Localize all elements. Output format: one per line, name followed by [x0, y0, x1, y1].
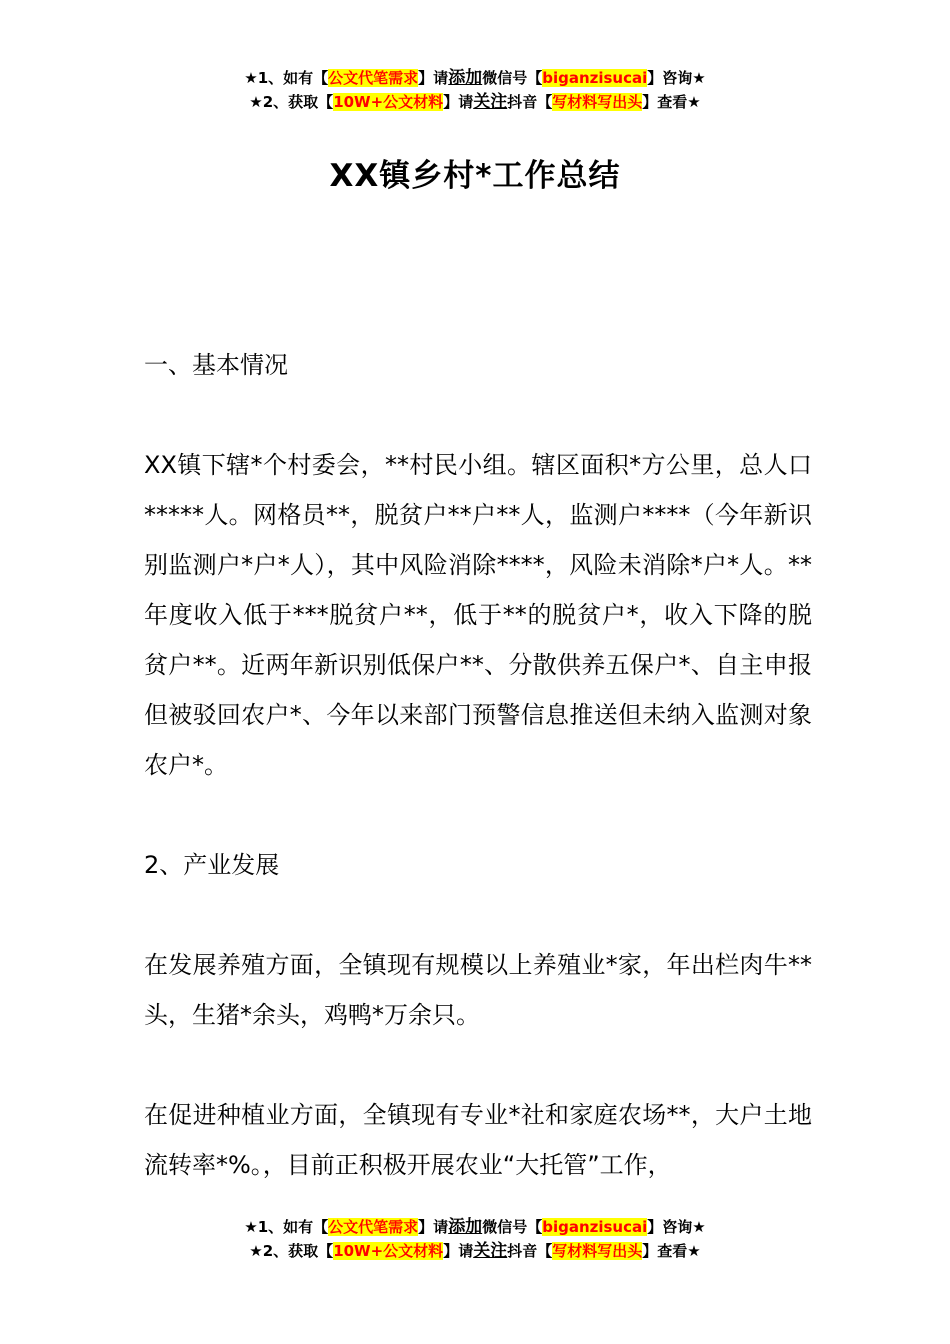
document-body	[144, 340, 812, 1240]
banner-line-2: ★2、获取【10W+公文材料】请关注抖音【写材料写出头】查看★	[249, 92, 701, 112]
banner-line-1: ★1、如有【公文代笔需求】请添加微信号【biganzisucai】咨询★	[244, 1217, 706, 1237]
section-heading: 一、基本情况	[144, 351, 288, 379]
footer-banner	[0, 1215, 950, 1263]
document-title: XX镇乡村*工作总结	[329, 158, 621, 194]
banner-line-2: ★2、获取【10W+公文材料】请关注抖音【写材料写出头】查看★	[249, 1241, 701, 1261]
banner-line-1: ★1、如有【公文代笔需求】请添加微信号【biganzisucai】咨询★	[244, 68, 706, 88]
paragraph: 在发展养殖方面，全镇现有规模以上养殖业*家，年出栏肉牛**头，生猪*余头，鸡鸭*万余只。	[144, 951, 812, 1029]
section-heading: 2、产业发展	[144, 851, 280, 879]
paragraph: 在促进种植业方面，全镇现有专业*社和家庭农场**，大户土地流转率*%。，目前正积极开展农业“大托管”工作，	[144, 1101, 812, 1179]
header-banner	[0, 66, 950, 114]
paragraph: XX镇下辖*个村委会，**村民小组。辖区面积*方公里，总人口*****人。网格员**，脱贫户**户**人，监测户****（今年新识别监测户*户*人），其中风险消除****，风险未消除*户*人。**年度收入低于***脱贫户**，低于**的脱贫户*，收入下降的脱贫户**。近两年新识别低保户**、分散供养五保户*、自主申报但被驳回农户*、今年以来部门预警信息推送但未纳入监测对象农户*。	[144, 451, 812, 779]
